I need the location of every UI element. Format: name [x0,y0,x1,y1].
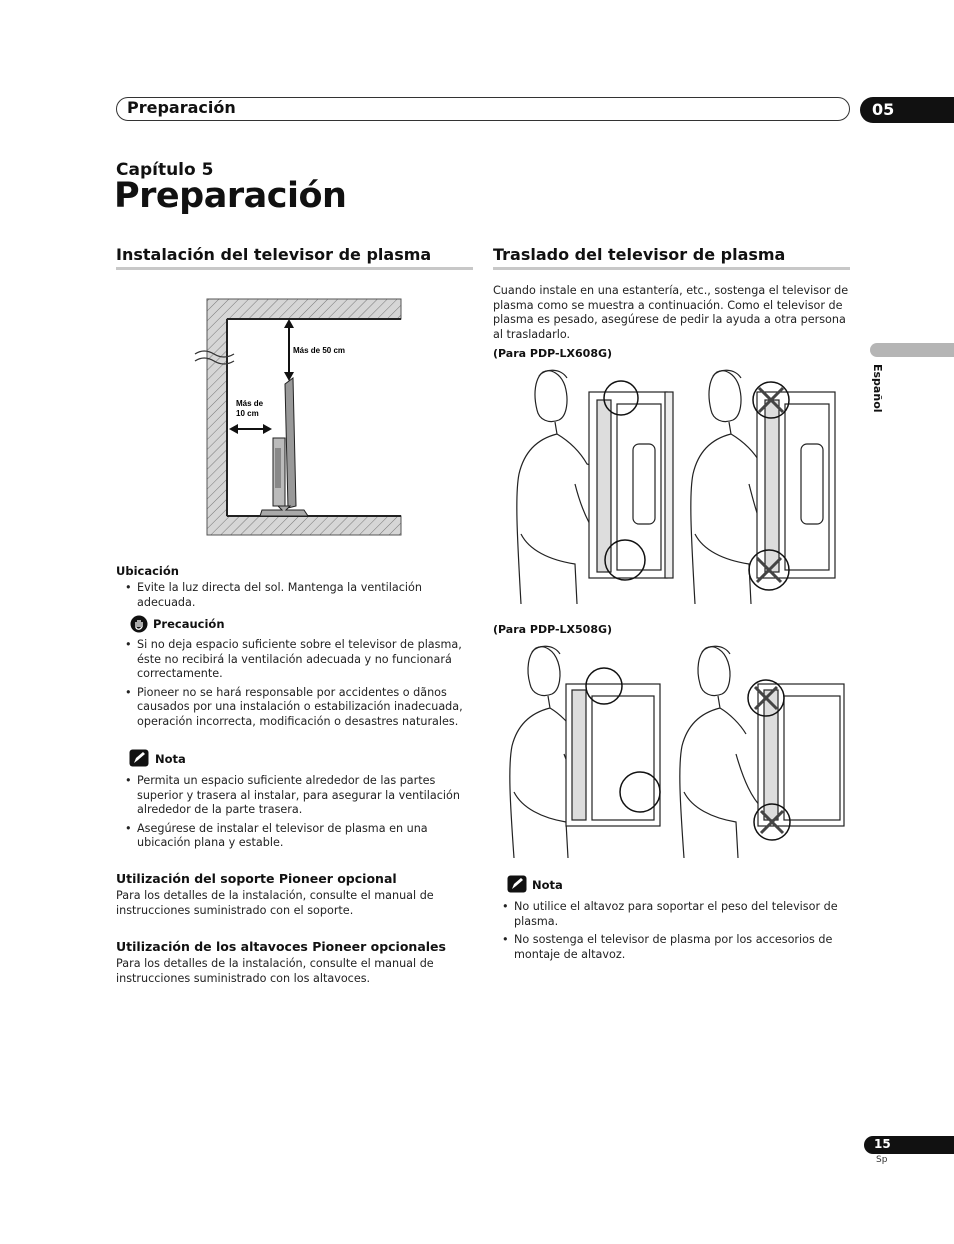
nota-heading: Nota [155,752,186,766]
transport-intro: Cuando instale en una estantería, etc., sostenga el televisor de plasma como se muestra a continuación. Como el televisor de plasma es pesado, asegúrese de pedir la ayuda a otra persona al trasladarlo. [493,284,849,341]
list-item: • Si no deja espacio suficiente sobre el televisor de plasma, éste no recibirá la ventilación adecuada y no funcionará correctamente. [116,638,476,682]
soporte-heading: Utilización del soporte Pioneer opcional [116,871,397,886]
list-item: • Evite la luz directa del sol. Mantenga la ventilación adecuada. [116,581,476,610]
caution-icon [130,615,148,633]
list-item: • Permita un espacio suficiente alrededor de las partes superior y trasera al instalar, para asegurar la ventilación alrededor de la parte trasera. [116,774,476,818]
page-number: 15 [874,1137,891,1151]
carry-illustration-lx608g [505,364,850,606]
altavoces-text: Para los detalles de la instalación, consulte el manual de instrucciones suministrado con los altavoces. [116,957,434,985]
label-top-clearance: Más de 50 cm [293,346,346,355]
note-icon [507,875,527,893]
altavoces-heading: Utilización de los altavoces Pioneer opcionales [116,939,446,954]
ubicacion-heading: Ubicación [116,564,179,578]
chapter-number: 05 [872,100,895,119]
section-rule [116,267,473,270]
soporte-text: Para los detalles de la instalación, consulte el manual de instrucciones suministrado con el soporte. [116,889,434,917]
list-item: • No utilice el altavoz para soportar el peso del televisor de plasma. [493,900,845,929]
note-icon [129,749,149,767]
installation-diagram [190,298,404,538]
model-label-1: (Para PDP-LX608G) [493,347,613,360]
chapter-label: Capítulo 5 [116,160,214,180]
carry-illustration-lx508g [500,642,846,860]
transport-nota-heading: Nota [532,878,563,892]
language-label: Español [871,364,884,413]
page-title: Preparación [114,176,347,216]
page-suffix: Sp [876,1155,888,1165]
language-tab [870,343,954,357]
precaucion-list [116,638,476,734]
precaucion-heading: Precaución [153,617,225,631]
list-item: • Asegúrese de instalar el televisor de plasma en una ubicación plana y estable. [116,822,476,851]
tv-side-icon [260,378,308,516]
transport-nota-list [493,900,845,966]
list-item: • Pioneer no se hará responsable por accidentes o dãnos causados por una instalación o estabilización inadecuada, operación incorrecta, modificación o desastres naturales. [116,686,476,730]
section-title-installation: Instalación del televisor de plasma [116,245,432,264]
label-side-clearance-2: 10 cm [236,409,259,418]
list-item: • No sostenga el televisor de plasma por los accesorios de montaje de altavoz. [493,933,845,962]
ubicacion-list [116,581,476,614]
section-title-transport: Traslado del televisor de plasma [493,245,786,264]
header-section-title: Preparación [127,98,236,117]
label-side-clearance-1: Más de [236,399,264,408]
model-label-2: (Para PDP-LX508G) [493,623,613,636]
nota-list [116,774,476,855]
section-rule [493,267,850,270]
